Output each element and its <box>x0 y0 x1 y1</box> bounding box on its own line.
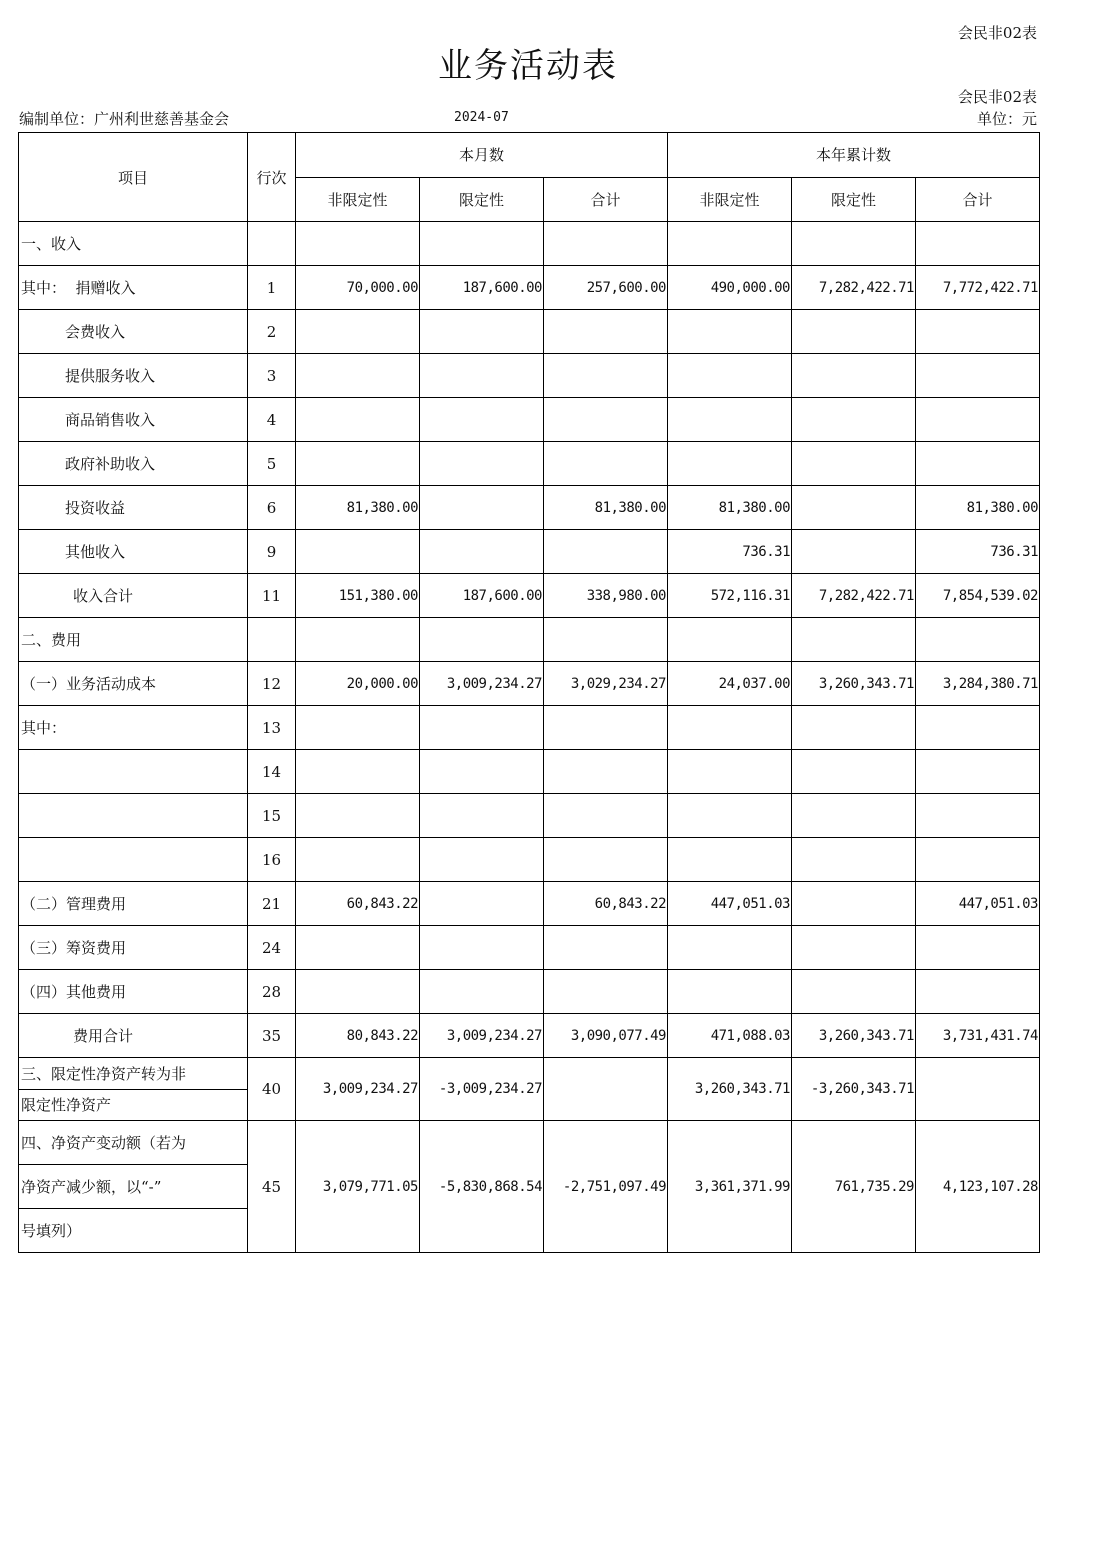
header-item: 项目 <box>19 133 248 222</box>
row-label <box>19 750 248 794</box>
ytd-total: 736.31 <box>916 530 1040 574</box>
ytd-restricted <box>792 618 916 662</box>
ytd-restricted <box>792 750 916 794</box>
activity-statement-table <box>18 132 1040 1253</box>
line-number: 2 <box>248 310 296 354</box>
ytd-total <box>916 310 1040 354</box>
table-row <box>19 442 1040 486</box>
table-row <box>19 750 1040 794</box>
header-line: 行次 <box>248 133 296 222</box>
month-total: 81,380.00 <box>544 486 668 530</box>
month-restricted <box>420 750 544 794</box>
row-label: 提供服务收入 <box>19 354 248 398</box>
ytd-unrestricted <box>668 442 792 486</box>
row-label: 其中： 捐赠收入 <box>19 266 248 310</box>
ytd-restricted <box>792 926 916 970</box>
ytd-restricted <box>792 486 916 530</box>
ytd-unrestricted <box>668 310 792 354</box>
ytd-unrestricted: 736.31 <box>668 530 792 574</box>
ytd-restricted <box>792 442 916 486</box>
table-row <box>19 398 1040 442</box>
ytd-restricted: 7,282,422.71 <box>792 574 916 618</box>
form-code: 会民非02表 <box>957 88 1037 106</box>
table-row <box>19 1121 1040 1253</box>
month-total <box>544 222 668 266</box>
ytd-unrestricted <box>668 222 792 266</box>
row-label: （四）其他费用 <box>19 970 248 1014</box>
month-restricted <box>420 970 544 1014</box>
month-unrestricted <box>296 442 420 486</box>
ytd-unrestricted: 3,260,343.71 <box>668 1058 792 1121</box>
line-number: 13 <box>248 706 296 750</box>
ytd-unrestricted <box>668 838 792 882</box>
ytd-total: 4,123,107.28 <box>916 1121 1040 1253</box>
ytd-restricted <box>792 838 916 882</box>
month-total <box>544 618 668 662</box>
ytd-restricted <box>792 222 916 266</box>
month-restricted <box>420 618 544 662</box>
page-title: 业务活动表 <box>438 46 618 86</box>
ytd-unrestricted <box>668 926 792 970</box>
ytd-total <box>916 794 1040 838</box>
row-label: （一）业务活动成本 <box>19 662 248 706</box>
month-total <box>544 838 668 882</box>
table-row <box>19 530 1040 574</box>
ytd-restricted: 7,282,422.71 <box>792 266 916 310</box>
row-label <box>19 838 248 882</box>
month-unrestricted <box>296 970 420 1014</box>
month-total <box>544 794 668 838</box>
month-unrestricted: 80,843.22 <box>296 1014 420 1058</box>
month-restricted <box>420 882 544 926</box>
month-total: 338,980.00 <box>544 574 668 618</box>
row-label: 会费收入 <box>19 310 248 354</box>
month-restricted <box>420 838 544 882</box>
month-total: 60,843.22 <box>544 882 668 926</box>
month-total <box>544 706 668 750</box>
table-row <box>19 794 1040 838</box>
month-restricted <box>420 706 544 750</box>
row-label-line: 号填列） <box>19 1208 247 1252</box>
ytd-total: 81,380.00 <box>916 486 1040 530</box>
row-label: （二）管理费用 <box>19 882 248 926</box>
ytd-unrestricted <box>668 618 792 662</box>
row-label: 其他收入 <box>19 530 248 574</box>
ytd-total <box>916 398 1040 442</box>
month-total <box>544 530 668 574</box>
row-label: 收入合计 <box>19 574 248 618</box>
month-restricted <box>420 530 544 574</box>
line-number: 24 <box>248 926 296 970</box>
row-label: 商品销售收入 <box>19 398 248 442</box>
table-row <box>19 662 1040 706</box>
table-row <box>19 1014 1040 1058</box>
ytd-restricted <box>792 310 916 354</box>
table-row <box>19 354 1040 398</box>
table-row <box>19 1058 1040 1121</box>
line-number: 16 <box>248 838 296 882</box>
ytd-total: 7,772,422.71 <box>916 266 1040 310</box>
month-unrestricted <box>296 618 420 662</box>
ytd-restricted: -3,260,343.71 <box>792 1058 916 1121</box>
line-number: 3 <box>248 354 296 398</box>
month-restricted <box>420 486 544 530</box>
month-unrestricted: 81,380.00 <box>296 486 420 530</box>
month-restricted: -3,009,234.27 <box>420 1058 544 1121</box>
line-number: 15 <box>248 794 296 838</box>
row-label: 二、费用 <box>19 618 248 662</box>
ytd-total <box>916 838 1040 882</box>
ytd-unrestricted: 3,361,371.99 <box>668 1121 792 1253</box>
table-row <box>19 486 1040 530</box>
ytd-restricted <box>792 794 916 838</box>
ytd-total <box>916 1058 1040 1121</box>
ytd-total <box>916 970 1040 1014</box>
line-number: 14 <box>248 750 296 794</box>
table-row <box>19 222 1040 266</box>
month-restricted <box>420 794 544 838</box>
table-row <box>19 970 1040 1014</box>
table-row <box>19 926 1040 970</box>
month-total <box>544 310 668 354</box>
month-restricted: 187,600.00 <box>420 266 544 310</box>
month-total: 3,029,234.27 <box>544 662 668 706</box>
row-label-line: 净资产减少额，以“-” <box>19 1164 247 1208</box>
month-restricted <box>420 222 544 266</box>
month-total <box>544 398 668 442</box>
ytd-total: 3,731,431.74 <box>916 1014 1040 1058</box>
ytd-restricted <box>792 354 916 398</box>
ytd-restricted <box>792 882 916 926</box>
month-unrestricted <box>296 838 420 882</box>
month-unrestricted <box>296 222 420 266</box>
month-total <box>544 442 668 486</box>
month-restricted <box>420 354 544 398</box>
line-number <box>248 222 296 266</box>
ytd-unrestricted: 24,037.00 <box>668 662 792 706</box>
ytd-restricted <box>792 706 916 750</box>
month-restricted <box>420 310 544 354</box>
table-row <box>19 618 1040 662</box>
month-restricted: -5,830,868.54 <box>420 1121 544 1253</box>
month-unrestricted: 60,843.22 <box>296 882 420 926</box>
month-total: 3,090,077.49 <box>544 1014 668 1058</box>
month-unrestricted: 3,009,234.27 <box>296 1058 420 1121</box>
table-row <box>19 882 1040 926</box>
ytd-unrestricted <box>668 398 792 442</box>
row-label-line: 四、净资产变动额（若为 <box>21 1134 187 1152</box>
month-total <box>544 1058 668 1121</box>
ytd-restricted: 761,735.29 <box>792 1121 916 1253</box>
month-unrestricted <box>296 310 420 354</box>
header-ytd-unrestricted: 非限定性 <box>668 177 792 222</box>
line-number: 40 <box>248 1058 296 1121</box>
ytd-unrestricted: 471,088.03 <box>668 1014 792 1058</box>
month-unrestricted: 151,380.00 <box>296 574 420 618</box>
header-month-total: 合计 <box>544 177 668 222</box>
line-number: 4 <box>248 398 296 442</box>
ytd-total: 3,284,380.71 <box>916 662 1040 706</box>
row-label: 一、收入 <box>19 222 248 266</box>
table-row <box>19 310 1040 354</box>
ytd-unrestricted: 81,380.00 <box>668 486 792 530</box>
month-total <box>544 926 668 970</box>
row-label-line: 限定性净资产 <box>19 1089 247 1121</box>
header-ytd: 本年累计数 <box>668 133 1040 178</box>
line-number: 6 <box>248 486 296 530</box>
month-unrestricted <box>296 530 420 574</box>
month-unrestricted: 20,000.00 <box>296 662 420 706</box>
month-unrestricted: 3,079,771.05 <box>296 1121 420 1253</box>
month-total <box>544 354 668 398</box>
report-period: 2024-07 <box>454 110 509 125</box>
row-label: 费用合计 <box>19 1014 248 1058</box>
month-unrestricted <box>296 750 420 794</box>
line-number: 5 <box>248 442 296 486</box>
month-restricted <box>420 398 544 442</box>
ytd-total: 7,854,539.02 <box>916 574 1040 618</box>
ytd-unrestricted: 572,116.31 <box>668 574 792 618</box>
month-total <box>544 970 668 1014</box>
line-number: 11 <box>248 574 296 618</box>
header-ytd-restricted: 限定性 <box>792 177 916 222</box>
header-month-restricted: 限定性 <box>420 177 544 222</box>
line-number <box>248 618 296 662</box>
ytd-restricted <box>792 970 916 1014</box>
ytd-total <box>916 706 1040 750</box>
ytd-total <box>916 750 1040 794</box>
table-row <box>19 574 1040 618</box>
month-restricted <box>420 926 544 970</box>
ytd-unrestricted <box>668 750 792 794</box>
month-restricted: 3,009,234.27 <box>420 662 544 706</box>
line-number: 28 <box>248 970 296 1014</box>
ytd-total <box>916 926 1040 970</box>
row-label <box>19 794 248 838</box>
month-unrestricted <box>296 706 420 750</box>
month-restricted: 187,600.00 <box>420 574 544 618</box>
line-number: 45 <box>248 1121 296 1253</box>
month-total <box>544 750 668 794</box>
month-restricted <box>420 442 544 486</box>
month-unrestricted: 70,000.00 <box>296 266 420 310</box>
table-row <box>19 838 1040 882</box>
header-ytd-total: 合计 <box>916 177 1040 222</box>
unit-label: 单位：元 <box>976 110 1037 128</box>
ytd-unrestricted <box>668 354 792 398</box>
table-row <box>19 706 1040 750</box>
row-label: （三）筹资费用 <box>19 926 248 970</box>
ytd-total <box>916 442 1040 486</box>
form-code-top: 会民非02表 <box>957 24 1037 42</box>
row-label <box>19 1058 248 1121</box>
ytd-unrestricted <box>668 794 792 838</box>
ytd-restricted <box>792 398 916 442</box>
row-label: 投资收益 <box>19 486 248 530</box>
ytd-unrestricted <box>668 706 792 750</box>
row-label: 政府补助收入 <box>19 442 248 486</box>
month-unrestricted <box>296 926 420 970</box>
ytd-unrestricted: 447,051.03 <box>668 882 792 926</box>
ytd-restricted: 3,260,343.71 <box>792 1014 916 1058</box>
month-total: 257,600.00 <box>544 266 668 310</box>
month-unrestricted <box>296 794 420 838</box>
ytd-restricted <box>792 530 916 574</box>
ytd-total <box>916 618 1040 662</box>
month-restricted: 3,009,234.27 <box>420 1014 544 1058</box>
line-number: 12 <box>248 662 296 706</box>
ytd-total <box>916 354 1040 398</box>
header-this-month: 本月数 <box>296 133 668 178</box>
row-label: 其中： <box>19 706 248 750</box>
line-number: 21 <box>248 882 296 926</box>
table-row <box>19 266 1040 310</box>
organization-label: 编制单位：广州利世慈善基金会 <box>19 110 230 128</box>
month-unrestricted <box>296 398 420 442</box>
header-month-unrestricted: 非限定性 <box>296 177 420 222</box>
line-number: 9 <box>248 530 296 574</box>
ytd-total <box>916 222 1040 266</box>
line-number: 1 <box>248 266 296 310</box>
ytd-unrestricted: 490,000.00 <box>668 266 792 310</box>
row-label <box>19 1121 248 1253</box>
line-number: 35 <box>248 1014 296 1058</box>
ytd-total: 447,051.03 <box>916 882 1040 926</box>
ytd-unrestricted <box>668 970 792 1014</box>
month-total: -2,751,097.49 <box>544 1121 668 1253</box>
row-label-line: 三、限定性净资产转为非 <box>21 1064 187 1083</box>
month-unrestricted <box>296 354 420 398</box>
ytd-restricted: 3,260,343.71 <box>792 662 916 706</box>
